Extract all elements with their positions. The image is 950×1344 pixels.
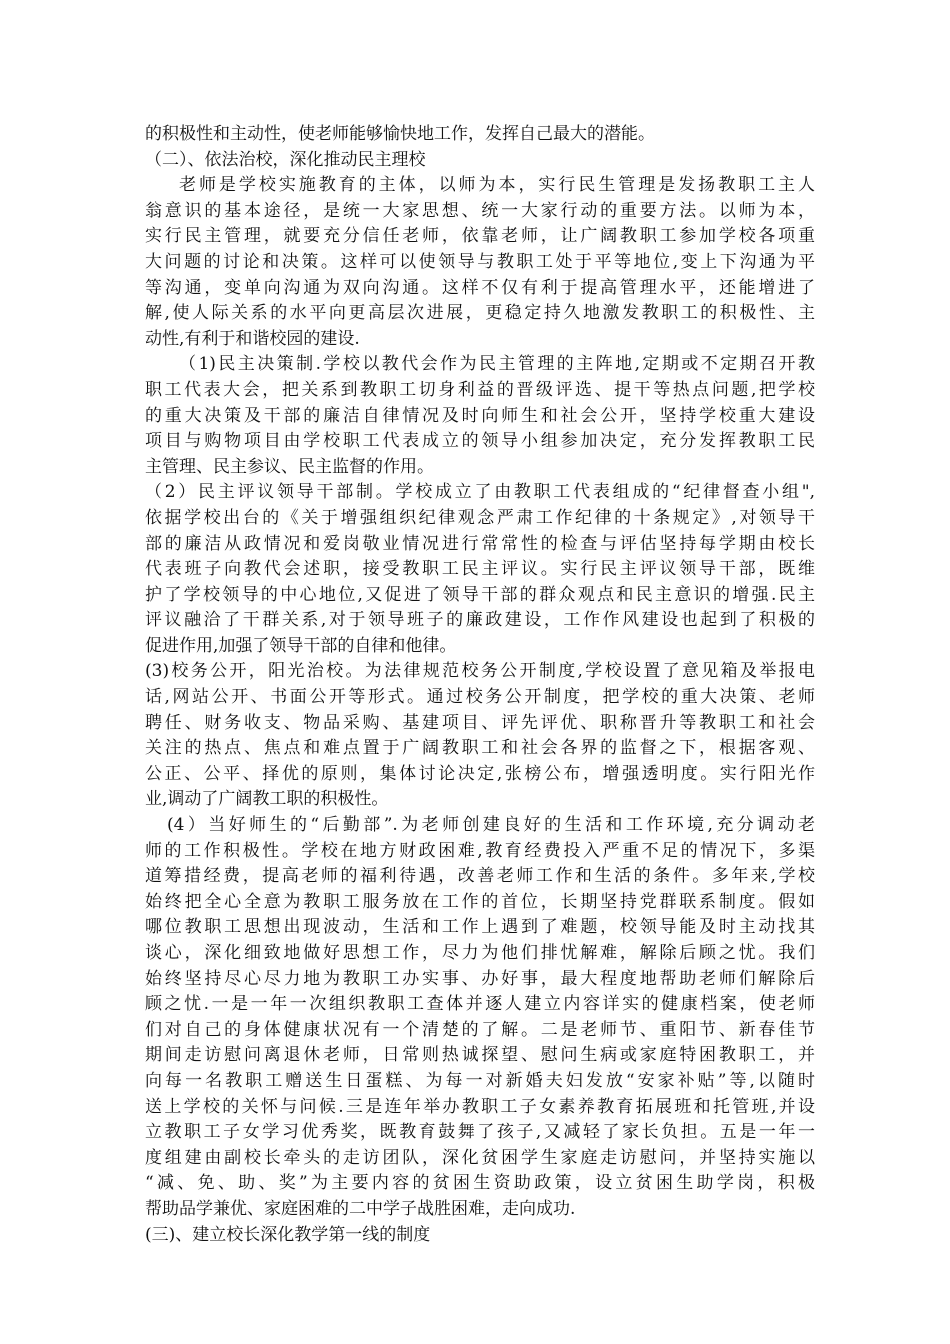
text-line: 送上学校的关怀与问候.三是连年举办教职工子女素养教育拓展班和托管班,并设 [145, 1096, 815, 1117]
text-line: 评议融洽了干群关系,对于领导班子的廉政建设，工作作风建设也起到了积极的 [145, 610, 815, 631]
text-line: 动性,有利于和谐校园的建设. [145, 328, 360, 349]
text-line: (三)、建立校长深化教学第一线的制度 [145, 1224, 431, 1245]
text-line: (4）当好师生的“后勤部”.为老师创建良好的生活和工作环境,充分调动老 [167, 815, 815, 836]
text-line: 部的廉洁从政情况和爱岗敬业情况进行常常性的检查与评估坚持每学期由校长 [145, 533, 815, 554]
text-line: 期间走访慰问离退休老师，日常则热诚探望、慰问生病或家庭特困教职工，并 [145, 1045, 815, 1066]
text-line: 道筹措经费，提高老师的福利待遇，改善老师工作和生活的条件。多年来,学校 [145, 866, 815, 887]
text-line: (3)校务公开，阳光治校。为法律规范校务公开制度,学校设置了意见箱及举报电 [145, 661, 815, 682]
text-line: （1)民主决策制.学校以教代会作为民主管理的主阵地,定期或不定期召开教 [179, 354, 815, 375]
text-line: 主管理、民主参议、民主监督的作用。 [145, 456, 434, 477]
text-line: 翁意识的基本途径，是统一大家思想、统一大家行动的重要方法。以师为本， [145, 200, 815, 221]
text-line: 们对自己的身体健康状况有一个清楚的了解。二是老师节、重阳节、新春佳节 [145, 1019, 815, 1040]
text-line: 公正、公平、择优的原则，集体讨论决定,张榜公布，增强透明度。实行阳光作 [145, 763, 815, 784]
text-line: 促进作用,加强了领导干部的自律和他律。 [145, 635, 457, 656]
text-line: 聘任、财务收支、物品采购、基建项目、评先评优、职称晋升等教职工和社会 [145, 712, 815, 733]
text-line: 老师是学校实施教育的主体，以师为本，实行民生管理是发扬教职工主人 [179, 175, 815, 196]
text-line: 等沟通，变单向沟通为双向沟通。这样不仅有利于提高管理水平，还能增进了 [145, 277, 815, 298]
text-line: 关注的热点、焦点和难点置于广阔教职工和社会各界的监督之下，根据客观、 [145, 738, 815, 759]
text-line: 依据学校出台的《关于增强组织纪律观念严肃工作纪律的十条规定》,对领导干 [145, 507, 815, 528]
text-line: 向每一名教职工赠送生日蛋糕、为每一对新婚夫妇发放“安家补贴”等,以随时 [145, 1070, 815, 1091]
text-line: “减、免、助、奖”为主要内容的贫困生资助政策，设立贫困生助学岗，积极 [145, 1173, 815, 1194]
text-line: 话,网站公开、书面公开等形式。通过校务公开制度，把学校的重大决策、老师 [145, 687, 815, 708]
text-line: 帮助品学兼优、家庭困难的二中学子战胜困难，走向成功. [145, 1198, 576, 1219]
text-line: 代表班子向教代会述职，接受教职工民主评议。实行民主评议领导干部，既维 [145, 559, 815, 580]
text-line: 始终坚持尽心尽力地为教职工办实事、办好事，最大程度地帮助老师们解除后 [145, 968, 815, 989]
text-line: 解,使人际关系的水平向更高层次进展，更稳定持久地激发教职工的积极性、主 [145, 303, 815, 324]
text-line: 职工代表大会，把关系到教职工切身利益的晋级评选、提干等热点问题,把学校 [145, 379, 815, 400]
text-line: 始终把全心全意为教职工服务放在工作的首位，长期坚持党群联系制度。假如 [145, 891, 815, 912]
document-body [145, 122, 815, 1248]
text-line: 立教职工子女学习优秀奖，既教育鼓舞了孩子,又减轻了家长负担。五是一年一 [145, 1122, 815, 1143]
text-line: 哪位教职工思想出现波动，生活和工作上遇到了难题，校领导能及时主动找其 [145, 917, 815, 938]
text-line: 顾之忧.一是一年一次组织教职工查体并逐人建立内容详实的健康档案，使老师 [145, 994, 815, 1015]
text-line: 项目与购物项目由学校职工代表成立的领导小组参加决定，充分发挥教职工民 [145, 431, 815, 452]
text-line: 业,调动了广阔教工职的积极性。 [145, 789, 389, 810]
text-line: 谈心，深化细致地做好思想工作，尽力为他们排忧解难，解除后顾之忧。我们 [145, 943, 815, 963]
text-line: 实行民主管理，就要充分信任老师，依靠老师，让广阔教职工参加学校各项重 [145, 226, 815, 247]
text-line: （二）、依法治校，深化推动民主理校 [145, 149, 426, 170]
text-line: 师的工作积极性。学校在地方财政困难,教育经费投入严重不足的情况下，多渠 [145, 840, 815, 861]
text-line: 护了学校领导的中心地位,又促进了领导干部的群众观点和民主意识的增强.民主 [145, 584, 815, 605]
text-line: 的积极性和主动性，使老师能够愉快地工作，发挥自己最大的潜能。 [145, 124, 655, 144]
text-line: 大问题的讨论和决策。这样可以使领导与教职工处于平等地位,变上下沟通为平 [145, 251, 815, 272]
text-line: （2）民主评议领导干部制。学校成立了由教职工代表组成的“纪律督查小组", [145, 482, 815, 503]
text-line: 的重大决策及干部的廉洁自律情况及时向师生和社会公开，坚持学校重大建设 [145, 405, 815, 426]
text-line: 度组建由副校长牵头的走访团队，深化贫困学生家庭走访慰问，并坚持实施以 [145, 1147, 815, 1168]
